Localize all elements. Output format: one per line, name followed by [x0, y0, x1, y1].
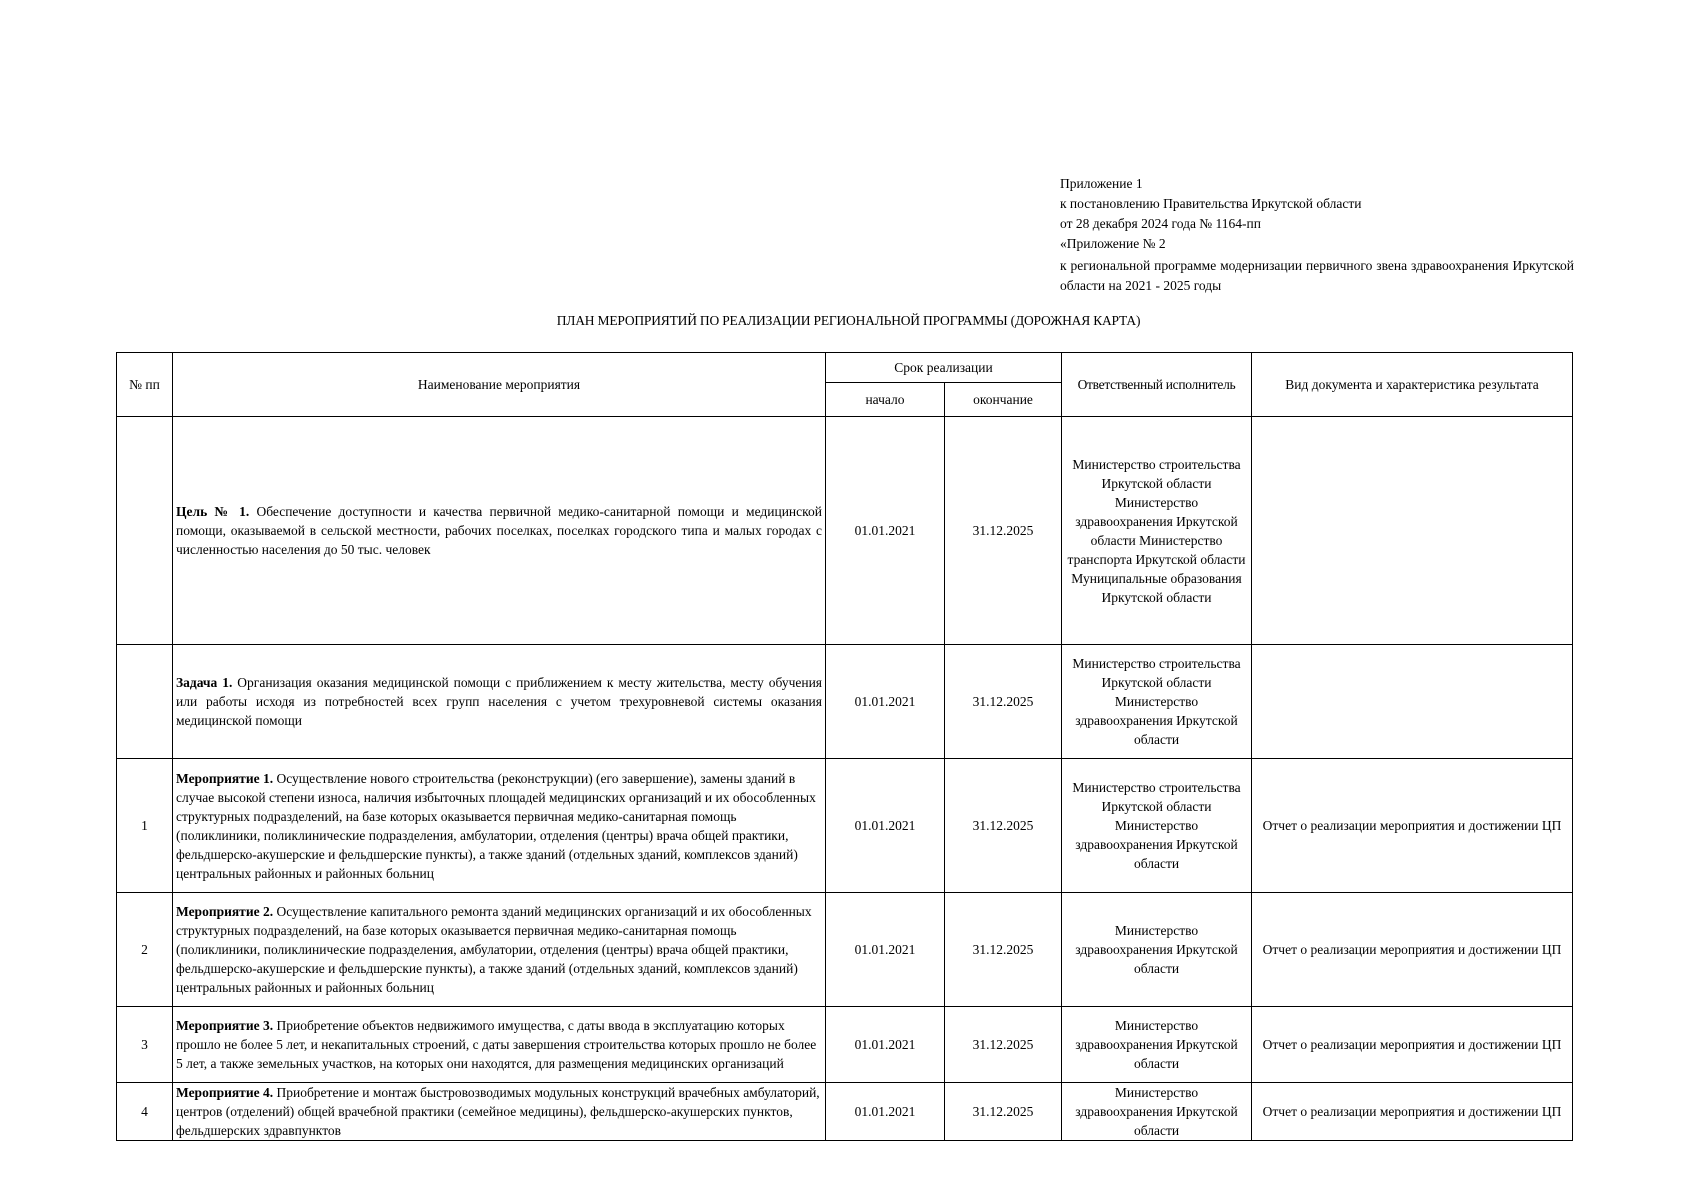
- table-row: [117, 645, 1573, 759]
- row-num: [117, 645, 173, 759]
- row-end: 31.12.2025: [945, 759, 1062, 893]
- row-executor: Министерство строительства Иркутской области Министерство здравоохранения Иркутской области: [1062, 645, 1252, 759]
- row-text: Осуществление капитального ремонта зданий медицинских организаций и их обособленных структурных подразделений, на базе которых оказывается первичная медико-санитарная помощь (поликлиники, поликлинические подразделения, амбулатории, отделения (центры) врача общей практики, фельдшерско-акушерские и фельдшерские пункты), а также зданий (отдельных зданий, комплексов зданий) центральных районных и районных больниц: [176, 904, 812, 995]
- row-label: Мероприятие 4.: [176, 1085, 274, 1100]
- row-label: Задача 1.: [176, 675, 233, 690]
- row-start: 01.01.2021: [826, 759, 945, 893]
- appendix-line-1: Приложение 1: [1060, 176, 1143, 191]
- row-name: [173, 1083, 826, 1141]
- row-num: 3: [117, 1007, 173, 1083]
- row-result: [1252, 417, 1573, 645]
- row-num: 4: [117, 1083, 173, 1141]
- appendix-line-3: от 28 декабря 2024 года № 1164-пп: [1060, 216, 1262, 231]
- row-text: Приобретение объектов недвижимого имущества, с даты ввода в эксплуатацию которых прошло не более 5 лет, и некапитальных строений, с даты завершения строительства которых прошло не более 5 лет, а также земельных участков, на которых они находятся, для размещения медицинских организаций: [176, 1018, 817, 1071]
- document-title: ПЛАН МЕРОПРИЯТИЙ ПО РЕАЛИЗАЦИИ РЕГИОНАЛЬНОЙ ПРОГРАММЫ (ДОРОЖНАЯ КАРТА): [556, 313, 1141, 328]
- row-end: 31.12.2025: [945, 1083, 1062, 1141]
- row-result: [1252, 645, 1573, 759]
- table-row: [117, 1007, 1573, 1083]
- row-text: Приобретение и монтаж быстровозводимых модульных конструкций врачебных амбулаторий, центров (отделений) общей врачебной практики (семейное медицины), фельдшерско-акушерских пунктов, фельдшерских здравпунктов: [176, 1085, 820, 1138]
- row-name: [173, 645, 826, 759]
- row-start: 01.01.2021: [826, 1007, 945, 1083]
- roadmap-table: [116, 352, 1573, 1141]
- row-num: [117, 417, 173, 645]
- row-executor: Министерство здравоохранения Иркутской области: [1062, 893, 1252, 1007]
- header-start: начало: [826, 383, 945, 417]
- row-result: Отчет о реализации мероприятия и достижении ЦП: [1252, 759, 1573, 893]
- row-end: 31.12.2025: [945, 645, 1062, 759]
- header-period: Срок реализации: [826, 353, 1062, 383]
- appendix-line-4: «Приложение № 2: [1060, 236, 1166, 251]
- row-start: 01.01.2021: [826, 417, 945, 645]
- header-result: Вид документа и характеристика результата: [1252, 353, 1573, 417]
- row-executor: Министерство здравоохранения Иркутской области: [1062, 1007, 1252, 1083]
- header-executor: Ответственный исполнитель: [1062, 353, 1252, 417]
- table-row: [117, 417, 1573, 645]
- row-text: Организация оказания медицинской помощи с приближением к месту жительства, месту обучения или работы исходя из потребностей всех групп населения с учетом трехуровневой системы оказания медицинской помощи: [176, 675, 823, 728]
- row-executor: Министерство строительства Иркутской области Министерство здравоохранения Иркутской области Министерство транспорта Иркутской области Муниципальные образования Иркутской области: [1062, 417, 1252, 645]
- row-num: 2: [117, 893, 173, 1007]
- row-result: Отчет о реализации мероприятия и достижении ЦП: [1252, 1083, 1573, 1141]
- row-name: [173, 1007, 826, 1083]
- row-label: Мероприятие 1.: [176, 770, 274, 786]
- row-text: Обеспечение доступности и качества первичной медико-санитарной помощи и медицинской помощи, оказываемой в сельской местности, рабочих поселках, поселках городского типа и малых городах с численностью населения до 50 тыс. человек: [176, 504, 822, 557]
- row-text: Осуществление нового строительства (реконструкции) (его завершение), замены зданий в случае высокой степени износа, наличия избыточных площадей медицинских организаций и их обособленных структурных подразделений, на базе которых оказывается первичная медико-санитарная помощь (поликлиники, поликлинические подразделения, амбулатории, отделения (центры) врача общей практики, фельдшерско-акушерские и фельдшерские пункты), а также зданий (отдельных зданий, комплексов зданий) центральных районных и районных больниц: [176, 770, 816, 881]
- row-name: [173, 893, 826, 1007]
- row-end: 31.12.2025: [945, 893, 1062, 1007]
- row-num: 1: [117, 759, 173, 893]
- table-row: [117, 1083, 1573, 1141]
- header-end: окончание: [945, 383, 1062, 417]
- header-name: Наименование мероприятия: [173, 353, 826, 417]
- appendix-line-5: к региональной программе модернизации первичного звена здравоохранения Иркутской области на 2021 - 2025 годы: [1060, 258, 1574, 293]
- row-start: 01.01.2021: [826, 645, 945, 759]
- row-end: 31.12.2025: [945, 1007, 1062, 1083]
- appendix-line-2: к постановлению Правительства Иркутской области: [1060, 196, 1362, 211]
- row-label: Цель № 1.: [176, 504, 250, 519]
- appendix-block: [1060, 174, 1574, 296]
- table-row: [117, 893, 1573, 1007]
- row-executor: Министерство строительства Иркутской области Министерство здравоохранения Иркутской области: [1062, 759, 1252, 893]
- row-start: 01.01.2021: [826, 893, 945, 1007]
- row-executor: Министерство здравоохранения Иркутской области: [1062, 1083, 1252, 1141]
- row-start: 01.01.2021: [826, 1083, 945, 1141]
- row-name: [173, 417, 826, 645]
- header-num: № пп: [117, 353, 173, 417]
- row-label: Мероприятие 2.: [176, 904, 274, 919]
- row-end: 31.12.2025: [945, 417, 1062, 645]
- row-result: Отчет о реализации мероприятия и достижении ЦП: [1252, 1007, 1573, 1083]
- row-label: Мероприятие 3.: [176, 1018, 274, 1033]
- table-row: [117, 759, 1573, 893]
- row-result: Отчет о реализации мероприятия и достижении ЦП: [1252, 893, 1573, 1007]
- row-name: [173, 759, 826, 893]
